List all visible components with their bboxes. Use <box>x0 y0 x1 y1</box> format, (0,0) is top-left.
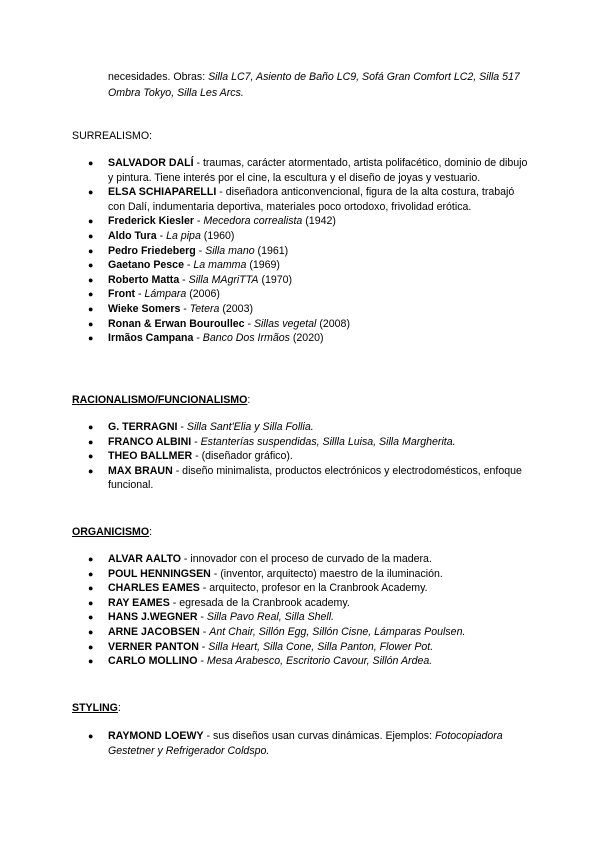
bullet-icon: ● <box>88 422 94 432</box>
item-separator: - <box>244 317 254 330</box>
item-works: Banco Dos Irmãos <box>202 332 290 345</box>
item-name: Ronan & Erwan Bouroullec <box>108 317 245 330</box>
item-works: La mamma <box>193 259 247 272</box>
item-description: arquitecto, profesor en la Cranbrook Academy. <box>209 582 428 595</box>
item-year: (2020) <box>289 332 324 345</box>
item-name: VERNER PANTON <box>108 640 199 653</box>
item-name: Pedro Friedeberg <box>108 244 196 257</box>
bullet-icon: ● <box>88 230 94 241</box>
item-separator: - <box>195 244 206 257</box>
item-works: La pipa <box>166 229 201 242</box>
list-item <box>0 435 528 450</box>
item-works: Tetera <box>189 302 220 315</box>
item-works: Sillas vegetal <box>253 317 317 330</box>
item-works: Silla Sant'Elia y Silla Follia. <box>186 421 314 433</box>
list-item <box>0 214 528 229</box>
item-name: CHARLES EAMES <box>108 582 200 595</box>
item-separator: - <box>198 640 209 653</box>
list-item <box>0 552 528 567</box>
item-name: Gaetano Pesce <box>108 259 184 272</box>
item-year: (1969) <box>246 259 280 272</box>
item-separator: - <box>203 730 213 742</box>
item-name: Roberto Matta <box>108 273 180 286</box>
item-separator: - <box>193 215 204 228</box>
item-works: Mecedora correalista <box>203 215 303 228</box>
item-name: Aldo Tura <box>108 229 157 242</box>
list-item <box>0 729 528 758</box>
bullet-icon: ● <box>88 568 94 579</box>
item-name: Frederick Kiesler <box>108 215 194 228</box>
item-description: (inventor, arquitecto) maestro de la iluminación. <box>220 567 443 580</box>
bullet-icon: ● <box>88 641 94 652</box>
item-separator: - <box>191 435 201 448</box>
bullet-icon: ● <box>88 731 94 741</box>
item-year: (2003) <box>219 302 253 315</box>
section-title-styling: STYLING: <box>72 702 121 714</box>
item-works: Silla mano <box>205 244 255 257</box>
list-item <box>0 640 528 655</box>
intro-works: Silla LC7, Asiento de Baño LC9, Sofá Gran Comfort LC2, Silla 517 Ombra Tokyo, Silla Les Arcs. <box>108 71 520 99</box>
item-separator: - <box>199 582 210 595</box>
list-item <box>0 464 528 493</box>
item-name: ALVAR AALTO <box>108 553 181 565</box>
item-separator: - <box>183 259 194 272</box>
item-separator: - <box>177 421 187 433</box>
bullet-icon: ● <box>88 245 94 256</box>
item-name: Wieke Somers <box>108 302 181 315</box>
item-name: CARLO MOLLINO <box>108 655 198 668</box>
item-name: SALVADOR DALÍ <box>108 157 194 169</box>
list-item <box>0 610 528 625</box>
item-year: (1942) <box>302 215 336 228</box>
item-name: FRANCO ALBINI <box>108 435 192 448</box>
bullet-icon: ● <box>88 465 94 476</box>
item-separator: - <box>156 229 167 242</box>
item-separator: - <box>172 464 183 477</box>
organicismo-list <box>0 552 600 669</box>
item-separator: - <box>216 186 226 199</box>
item-name: RAY EAMES <box>108 596 170 609</box>
item-year: (1970) <box>258 273 293 286</box>
item-name: THEO BALLMER <box>108 450 193 463</box>
item-separator: - <box>197 655 207 668</box>
item-works: Lámpara <box>144 288 187 301</box>
item-separator: - <box>197 611 207 624</box>
list-item <box>0 581 528 596</box>
item-name: ARNE JACOBSEN <box>108 625 200 638</box>
item-works: Estanterías suspendidas, Sillla Luisa, Silla Margherita. <box>200 435 456 448</box>
list-item <box>0 317 528 332</box>
bullet-icon: ● <box>88 303 94 314</box>
item-separator: - <box>135 288 145 301</box>
bullet-icon: ● <box>88 597 94 608</box>
item-separator: - <box>169 596 180 609</box>
list-item <box>0 596 528 611</box>
item-year: (1961) <box>254 244 289 257</box>
item-works: Silla MAgriTTA <box>188 273 259 286</box>
item-name: ELSA SCHIAPARELLI <box>108 186 217 199</box>
item-description: egresada de la Cranbrook academy. <box>179 596 350 609</box>
intro-paragraph <box>108 69 528 101</box>
item-description: traumas, carácter atormentado, artista polifacético, dominio de dibujo y pintura. Tiene interés por el cine, la escultura y el diseño de joyas y vestuario. <box>108 157 528 184</box>
item-year: (2008) <box>316 317 350 330</box>
item-name: MAX BRAUN <box>108 464 173 477</box>
bullet-icon: ● <box>88 436 94 447</box>
bullet-icon: ● <box>88 158 94 168</box>
item-works: Silla Heart, Silla Cone, Silla Panton, Flower Pot. <box>208 640 434 653</box>
item-separator: - <box>179 273 189 286</box>
list-item <box>0 654 528 669</box>
item-separator: - <box>210 567 221 580</box>
bullet-icon: ● <box>88 656 94 667</box>
bullet-icon: ● <box>88 187 94 198</box>
item-separator: - <box>180 553 191 565</box>
bullet-icon: ● <box>88 626 94 637</box>
list-item <box>0 420 528 435</box>
item-separator: - <box>180 302 190 315</box>
bullet-icon: ● <box>88 260 94 271</box>
item-separator: - <box>199 625 210 638</box>
item-name: RAYMOND LOEWY <box>108 730 204 742</box>
item-description: diseñadora anticonvencional, figura de la alta costura, trabajó con Dalí, indumentaria deportiva, materiales poco ortodoxo, frivolidad erótica. <box>108 186 515 213</box>
list-item <box>0 185 528 214</box>
list-item <box>0 449 528 464</box>
item-year: (2006) <box>186 288 220 301</box>
bullet-icon: ● <box>88 612 94 623</box>
list-item <box>0 229 528 244</box>
intro-text: necesidades. Obras: <box>108 71 209 83</box>
bullet-icon: ● <box>88 333 94 344</box>
item-name: Front <box>108 288 136 301</box>
list-item <box>0 567 528 582</box>
item-separator: - <box>193 157 203 169</box>
list-item <box>0 331 528 346</box>
section-title-racionalismo: RACIONALISMO/FUNCIONALISMO: <box>72 394 251 406</box>
item-name: Irmãos Campana <box>108 332 194 345</box>
item-description: innovador con el proceso de curvado de la madera. <box>190 553 432 565</box>
list-item <box>0 156 528 185</box>
styling-list <box>0 729 600 758</box>
item-description: (diseñador gráfico). <box>201 450 293 463</box>
item-separator: - <box>192 450 202 463</box>
item-year: (1960) <box>200 229 235 242</box>
list-item <box>0 273 528 288</box>
bullet-icon: ● <box>88 451 94 462</box>
list-item <box>0 625 528 640</box>
item-works: Silla Pavo Real, Silla Shell. <box>206 611 335 624</box>
racionalismo-list <box>0 420 600 493</box>
bullet-icon: ● <box>88 216 94 227</box>
surrealismo-list <box>0 156 600 346</box>
list-item <box>0 244 528 259</box>
bullet-icon: ● <box>88 318 94 329</box>
section-title-surrealismo: SURREALISMO: <box>72 130 153 142</box>
item-separator: - <box>193 332 203 345</box>
item-name: POUL HENNINGSEN <box>108 567 211 580</box>
list-item <box>0 258 528 273</box>
item-works: Fotocopiadora Gestetner y Refrigerador Coldspo. <box>108 730 503 757</box>
item-works: Mesa Arabesco, Escritorio Cavour, Sillón Ardea. <box>206 655 433 668</box>
bullet-icon: ● <box>88 554 94 564</box>
bullet-icon: ● <box>88 274 94 285</box>
item-name: HANS J.WEGNER <box>108 611 198 624</box>
list-item <box>0 302 528 317</box>
list-item <box>0 287 528 302</box>
bullet-icon: ● <box>88 583 94 594</box>
item-description: sus diseños usan curvas dinámicas. Ejemplos: <box>212 730 435 742</box>
item-name: G. TERRAGNI <box>108 421 178 433</box>
bullet-icon: ● <box>88 289 94 300</box>
section-title-organicismo: ORGANICISMO: <box>72 526 153 538</box>
item-works: Ant Chair, Sillón Egg, Sillón Cisne, Lámparas Poulsen. <box>209 625 466 638</box>
item-description: diseño minimalista, productos electrónicos y electrodomésticos, enfoque funcional. <box>108 464 522 492</box>
